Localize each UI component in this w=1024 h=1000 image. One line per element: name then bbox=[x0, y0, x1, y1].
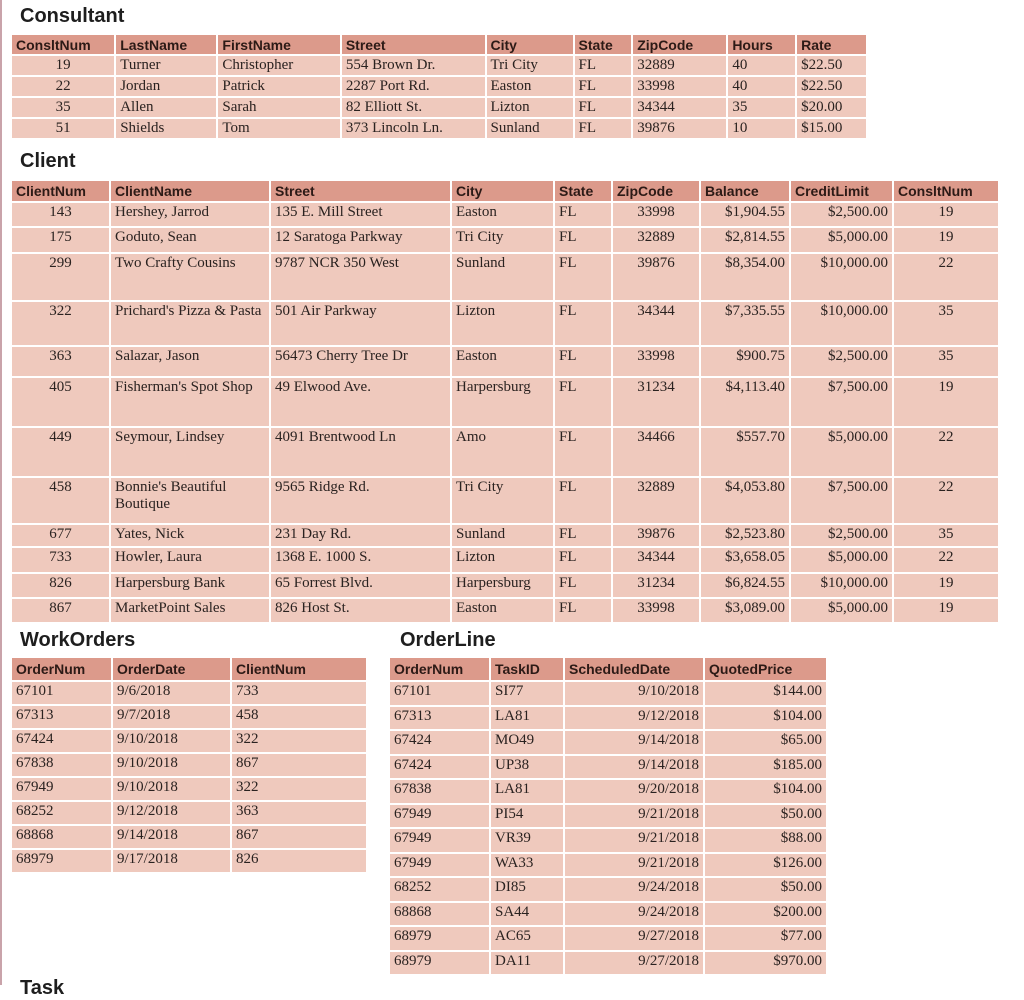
table-row bbox=[11, 377, 999, 427]
table-row bbox=[11, 598, 999, 623]
table-cell: 22 bbox=[893, 547, 999, 573]
workorders-table bbox=[10, 656, 368, 874]
table-row bbox=[11, 729, 367, 753]
table-row bbox=[11, 97, 867, 118]
table-cell: FL bbox=[574, 76, 633, 97]
table-row bbox=[11, 427, 999, 477]
table-cell: 9/21/2018 bbox=[564, 853, 704, 878]
table-cell: Sunland bbox=[451, 524, 554, 547]
table-cell: $10,000.00 bbox=[790, 253, 893, 301]
client-table bbox=[10, 179, 1000, 624]
table-cell: WA33 bbox=[490, 853, 564, 878]
table-row bbox=[11, 801, 367, 825]
table-cell: $88.00 bbox=[704, 828, 827, 853]
table-cell: $1,904.55 bbox=[700, 202, 790, 227]
table-cell: Harpersburg bbox=[451, 377, 554, 427]
column-header: LastName bbox=[115, 34, 217, 55]
table-cell: 231 Day Rd. bbox=[270, 524, 451, 547]
table-cell: UP38 bbox=[490, 755, 564, 780]
table-cell: 39876 bbox=[612, 253, 700, 301]
table-cell: $7,500.00 bbox=[790, 477, 893, 524]
table-cell: 67949 bbox=[389, 804, 490, 829]
table-cell: Prichard's Pizza & Pasta bbox=[110, 301, 270, 346]
table-cell: FL bbox=[554, 227, 612, 253]
table-cell: 9/14/2018 bbox=[564, 730, 704, 755]
table-cell: MO49 bbox=[490, 730, 564, 755]
table-cell: 68868 bbox=[11, 825, 112, 849]
table-cell: Tri City bbox=[486, 55, 574, 76]
table-cell: 373 Lincoln Ln. bbox=[341, 118, 486, 139]
table-cell: $77.00 bbox=[704, 926, 827, 951]
table-cell: $200.00 bbox=[704, 902, 827, 927]
table-cell: 68868 bbox=[389, 902, 490, 927]
table-cell: 554 Brown Dr. bbox=[341, 55, 486, 76]
consultant-table bbox=[10, 33, 868, 140]
table-cell: FL bbox=[554, 253, 612, 301]
table-cell: $5,000.00 bbox=[790, 598, 893, 623]
table-cell: 19 bbox=[893, 573, 999, 598]
table-cell: VR39 bbox=[490, 828, 564, 853]
table-cell: 40 bbox=[727, 76, 796, 97]
table-cell: 9/6/2018 bbox=[112, 681, 231, 705]
table-cell: 458 bbox=[231, 705, 367, 729]
table-cell: 9565 Ridge Rd. bbox=[270, 477, 451, 524]
table-cell: 68979 bbox=[389, 926, 490, 951]
table-cell: 9/24/2018 bbox=[564, 902, 704, 927]
table-cell: FL bbox=[574, 55, 633, 76]
table-cell: $2,500.00 bbox=[790, 346, 893, 377]
table-cell: Fisherman's Spot Shop bbox=[110, 377, 270, 427]
table-cell: Sunland bbox=[451, 253, 554, 301]
table-cell: $4,113.40 bbox=[700, 377, 790, 427]
table-row bbox=[11, 253, 999, 301]
table-cell: 67838 bbox=[11, 753, 112, 777]
orderline-header-row bbox=[389, 657, 827, 681]
table-cell: 34344 bbox=[612, 547, 700, 573]
column-header: ClientName bbox=[110, 180, 270, 202]
table-cell: $20.00 bbox=[796, 97, 867, 118]
table-cell: 67949 bbox=[389, 853, 490, 878]
table-cell: 12 Saratoga Parkway bbox=[270, 227, 451, 253]
table-cell: 9/14/2018 bbox=[564, 755, 704, 780]
table-row bbox=[11, 118, 867, 139]
table-cell: 867 bbox=[231, 825, 367, 849]
table-cell: 9/17/2018 bbox=[112, 849, 231, 873]
table-cell: 9/10/2018 bbox=[112, 753, 231, 777]
table-cell: FL bbox=[554, 573, 612, 598]
table-cell: 67101 bbox=[389, 681, 490, 706]
column-header: QuotedPrice bbox=[704, 657, 827, 681]
table-row bbox=[389, 902, 827, 927]
table-row bbox=[389, 877, 827, 902]
table-cell: 19 bbox=[893, 227, 999, 253]
table-cell: 33998 bbox=[612, 202, 700, 227]
table-cell: $22.50 bbox=[796, 55, 867, 76]
table-cell: 9/21/2018 bbox=[564, 828, 704, 853]
table-cell: 9/24/2018 bbox=[564, 877, 704, 902]
column-header: Hours bbox=[727, 34, 796, 55]
table-cell: $3,089.00 bbox=[700, 598, 790, 623]
table-cell: 677 bbox=[11, 524, 110, 547]
table-cell: LA81 bbox=[490, 779, 564, 804]
column-header: City bbox=[451, 180, 554, 202]
table-row bbox=[11, 849, 367, 873]
table-row bbox=[389, 779, 827, 804]
table-cell: 9/27/2018 bbox=[564, 951, 704, 976]
table-cell: 733 bbox=[231, 681, 367, 705]
table-cell: $104.00 bbox=[704, 706, 827, 731]
table-cell: DA11 bbox=[490, 951, 564, 976]
table-cell: 322 bbox=[11, 301, 110, 346]
column-header: Balance bbox=[700, 180, 790, 202]
table-cell: $4,053.80 bbox=[700, 477, 790, 524]
column-header: ClientNum bbox=[11, 180, 110, 202]
page-left-border bbox=[0, 0, 2, 985]
table-cell: Lizton bbox=[486, 97, 574, 118]
table-cell: 322 bbox=[231, 729, 367, 753]
column-header: FirstName bbox=[217, 34, 340, 55]
table-cell: $557.70 bbox=[700, 427, 790, 477]
table-cell: Tom bbox=[217, 118, 340, 139]
table-cell: FL bbox=[554, 346, 612, 377]
table-cell: 19 bbox=[11, 55, 115, 76]
column-header: State bbox=[554, 180, 612, 202]
table-cell: 867 bbox=[231, 753, 367, 777]
table-cell: Turner bbox=[115, 55, 217, 76]
table-cell: DI85 bbox=[490, 877, 564, 902]
table-cell: 67424 bbox=[389, 730, 490, 755]
table-cell: 67838 bbox=[389, 779, 490, 804]
table-row bbox=[389, 853, 827, 878]
table-row bbox=[11, 55, 867, 76]
table-cell: $7,335.55 bbox=[700, 301, 790, 346]
table-row bbox=[11, 705, 367, 729]
table-row bbox=[11, 573, 999, 598]
table-cell: 135 E. Mill Street bbox=[270, 202, 451, 227]
table-cell: 67101 bbox=[11, 681, 112, 705]
table-cell: FL bbox=[554, 427, 612, 477]
table-cell: 9/10/2018 bbox=[112, 729, 231, 753]
table-cell: $2,500.00 bbox=[790, 202, 893, 227]
table-row bbox=[11, 777, 367, 801]
table-cell: 826 bbox=[11, 573, 110, 598]
table-cell: Easton bbox=[451, 202, 554, 227]
column-header: ScheduledDate bbox=[564, 657, 704, 681]
consultant-title: Consultant bbox=[20, 5, 125, 27]
table-cell: PI54 bbox=[490, 804, 564, 829]
table-cell: $22.50 bbox=[796, 76, 867, 97]
table-row bbox=[389, 926, 827, 951]
table-cell: 33998 bbox=[612, 346, 700, 377]
table-cell: FL bbox=[574, 118, 633, 139]
table-cell: 39876 bbox=[612, 524, 700, 547]
table-cell: Tri City bbox=[451, 227, 554, 253]
table-cell: 501 Air Parkway bbox=[270, 301, 451, 346]
table-cell: Amo bbox=[451, 427, 554, 477]
column-header: OrderDate bbox=[112, 657, 231, 681]
table-cell: 56473 Cherry Tree Dr bbox=[270, 346, 451, 377]
table-cell: 35 bbox=[893, 524, 999, 547]
table-cell: 67949 bbox=[11, 777, 112, 801]
column-header: ConsltNum bbox=[893, 180, 999, 202]
table-cell: SI77 bbox=[490, 681, 564, 706]
table-cell: $900.75 bbox=[700, 346, 790, 377]
table-cell: 9787 NCR 350 West bbox=[270, 253, 451, 301]
column-header: State bbox=[574, 34, 633, 55]
table-cell: FL bbox=[554, 301, 612, 346]
table-row bbox=[11, 227, 999, 253]
table-cell: 22 bbox=[893, 427, 999, 477]
table-cell: 31234 bbox=[612, 377, 700, 427]
table-cell: $50.00 bbox=[704, 877, 827, 902]
table-cell: 68979 bbox=[389, 951, 490, 976]
table-cell: 68252 bbox=[389, 877, 490, 902]
table-cell: 9/20/2018 bbox=[564, 779, 704, 804]
table-cell: $104.00 bbox=[704, 779, 827, 804]
table-cell: 363 bbox=[231, 801, 367, 825]
table-row bbox=[11, 547, 999, 573]
table-cell: 175 bbox=[11, 227, 110, 253]
table-cell: 22 bbox=[893, 253, 999, 301]
table-cell: Jordan bbox=[115, 76, 217, 97]
table-cell: 299 bbox=[11, 253, 110, 301]
table-row bbox=[389, 730, 827, 755]
table-cell: Easton bbox=[451, 598, 554, 623]
table-cell: $5,000.00 bbox=[790, 227, 893, 253]
table-cell: LA81 bbox=[490, 706, 564, 731]
table-cell: $6,824.55 bbox=[700, 573, 790, 598]
table-cell: 39876 bbox=[632, 118, 727, 139]
table-cell: Patrick bbox=[217, 76, 340, 97]
table-cell: Sunland bbox=[486, 118, 574, 139]
table-cell: 32889 bbox=[612, 227, 700, 253]
table-row bbox=[389, 804, 827, 829]
table-cell: 826 bbox=[231, 849, 367, 873]
table-cell: Yates, Nick bbox=[110, 524, 270, 547]
table-cell: 68979 bbox=[11, 849, 112, 873]
table-cell: 67424 bbox=[389, 755, 490, 780]
table-cell: $7,500.00 bbox=[790, 377, 893, 427]
table-cell: 9/7/2018 bbox=[112, 705, 231, 729]
column-header: Street bbox=[341, 34, 486, 55]
table-cell: 67313 bbox=[11, 705, 112, 729]
table-cell: 49 Elwood Ave. bbox=[270, 377, 451, 427]
orderline-title: OrderLine bbox=[400, 629, 496, 651]
table-cell: 33998 bbox=[612, 598, 700, 623]
table-cell: 22 bbox=[11, 76, 115, 97]
table-cell: $2,523.80 bbox=[700, 524, 790, 547]
table-cell: 35 bbox=[893, 301, 999, 346]
table-cell: 733 bbox=[11, 547, 110, 573]
table-cell: Easton bbox=[451, 346, 554, 377]
table-row bbox=[11, 524, 999, 547]
table-cell: 32889 bbox=[612, 477, 700, 524]
column-header: ConsltNum bbox=[11, 34, 115, 55]
table-cell: $65.00 bbox=[704, 730, 827, 755]
column-header: ZipCode bbox=[612, 180, 700, 202]
table-row bbox=[389, 681, 827, 706]
table-cell: $50.00 bbox=[704, 804, 827, 829]
column-header: TaskID bbox=[490, 657, 564, 681]
table-row bbox=[389, 951, 827, 976]
table-cell: AC65 bbox=[490, 926, 564, 951]
table-cell: Two Crafty Cousins bbox=[110, 253, 270, 301]
table-cell: Tri City bbox=[451, 477, 554, 524]
table-cell: 9/21/2018 bbox=[564, 804, 704, 829]
table-cell: 10 bbox=[727, 118, 796, 139]
table-cell: $126.00 bbox=[704, 853, 827, 878]
table-cell: 9/10/2018 bbox=[564, 681, 704, 706]
table-row bbox=[11, 76, 867, 97]
table-cell: 35 bbox=[893, 346, 999, 377]
table-cell: 867 bbox=[11, 598, 110, 623]
table-cell: 4091 Brentwood Ln bbox=[270, 427, 451, 477]
table-cell: 35 bbox=[727, 97, 796, 118]
table-cell: 34344 bbox=[612, 301, 700, 346]
table-cell: $3,658.05 bbox=[700, 547, 790, 573]
table-cell: FL bbox=[554, 547, 612, 573]
table-cell: Harpersburg bbox=[451, 573, 554, 598]
client-header-row bbox=[11, 180, 999, 202]
table-cell: 9/12/2018 bbox=[564, 706, 704, 731]
table-cell: Allen bbox=[115, 97, 217, 118]
column-header: OrderNum bbox=[389, 657, 490, 681]
table-cell: $185.00 bbox=[704, 755, 827, 780]
table-cell: Harpersburg Bank bbox=[110, 573, 270, 598]
table-cell: 68252 bbox=[11, 801, 112, 825]
table-row bbox=[11, 477, 999, 524]
table-cell: 67313 bbox=[389, 706, 490, 731]
table-cell: 65 Forrest Blvd. bbox=[270, 573, 451, 598]
table-cell: 9/10/2018 bbox=[112, 777, 231, 801]
table-cell: 2287 Port Rd. bbox=[341, 76, 486, 97]
table-cell: 449 bbox=[11, 427, 110, 477]
table-cell: Christopher bbox=[217, 55, 340, 76]
table-row bbox=[389, 706, 827, 731]
table-cell: FL bbox=[574, 97, 633, 118]
table-cell: 67949 bbox=[389, 828, 490, 853]
workorders-title: WorkOrders bbox=[20, 629, 136, 651]
table-cell: Salazar, Jason bbox=[110, 346, 270, 377]
column-header: Rate bbox=[796, 34, 867, 55]
table-cell: $10,000.00 bbox=[790, 573, 893, 598]
table-cell: 82 Elliott St. bbox=[341, 97, 486, 118]
table-cell: SA44 bbox=[490, 902, 564, 927]
table-cell: 363 bbox=[11, 346, 110, 377]
table-cell: Howler, Laura bbox=[110, 547, 270, 573]
table-cell: $5,000.00 bbox=[790, 547, 893, 573]
table-cell: $144.00 bbox=[704, 681, 827, 706]
table-row bbox=[11, 753, 367, 777]
column-header: ZipCode bbox=[632, 34, 727, 55]
table-cell: 40 bbox=[727, 55, 796, 76]
table-cell: 1368 E. 1000 S. bbox=[270, 547, 451, 573]
table-cell: MarketPoint Sales bbox=[110, 598, 270, 623]
orderline-table bbox=[388, 656, 828, 976]
table-cell: 322 bbox=[231, 777, 367, 801]
table-cell: 9/14/2018 bbox=[112, 825, 231, 849]
table-cell: FL bbox=[554, 598, 612, 623]
table-cell: 34344 bbox=[632, 97, 727, 118]
table-cell: 9/27/2018 bbox=[564, 926, 704, 951]
table-cell: 143 bbox=[11, 202, 110, 227]
table-cell: 32889 bbox=[632, 55, 727, 76]
table-cell: $8,354.00 bbox=[700, 253, 790, 301]
table-cell: $15.00 bbox=[796, 118, 867, 139]
table-row bbox=[389, 828, 827, 853]
table-cell: 19 bbox=[893, 202, 999, 227]
column-header: ClientNum bbox=[231, 657, 367, 681]
table-cell: 9/12/2018 bbox=[112, 801, 231, 825]
table-row bbox=[11, 825, 367, 849]
table-cell: 67424 bbox=[11, 729, 112, 753]
table-cell: Goduto, Sean bbox=[110, 227, 270, 253]
table-cell: Lizton bbox=[451, 547, 554, 573]
table-cell: $2,814.55 bbox=[700, 227, 790, 253]
column-header: Street bbox=[270, 180, 451, 202]
column-header: City bbox=[486, 34, 574, 55]
table-cell: 31234 bbox=[612, 573, 700, 598]
table-cell: $10,000.00 bbox=[790, 301, 893, 346]
table-cell: 458 bbox=[11, 477, 110, 524]
table-cell: Lizton bbox=[451, 301, 554, 346]
table-cell: $5,000.00 bbox=[790, 427, 893, 477]
table-cell: FL bbox=[554, 477, 612, 524]
table-cell: $970.00 bbox=[704, 951, 827, 976]
table-cell: 51 bbox=[11, 118, 115, 139]
table-cell: $2,500.00 bbox=[790, 524, 893, 547]
table-cell: FL bbox=[554, 524, 612, 547]
table-cell: Sarah bbox=[217, 97, 340, 118]
table-cell: Bonnie's Beautiful Boutique bbox=[110, 477, 270, 524]
column-header: CreditLimit bbox=[790, 180, 893, 202]
table-row bbox=[11, 681, 367, 705]
consultant-header-row bbox=[11, 34, 867, 55]
table-cell: 405 bbox=[11, 377, 110, 427]
table-cell: 19 bbox=[893, 598, 999, 623]
table-cell: FL bbox=[554, 377, 612, 427]
table-cell: FL bbox=[554, 202, 612, 227]
table-cell: 33998 bbox=[632, 76, 727, 97]
table-cell: Seymour, Lindsey bbox=[110, 427, 270, 477]
table-cell: 19 bbox=[893, 377, 999, 427]
table-row bbox=[389, 755, 827, 780]
table-cell: Shields bbox=[115, 118, 217, 139]
table-row bbox=[11, 346, 999, 377]
task-section-title: Task bbox=[20, 977, 65, 999]
table-cell: Hershey, Jarrod bbox=[110, 202, 270, 227]
table-row bbox=[11, 301, 999, 346]
table-cell: 826 Host St. bbox=[270, 598, 451, 623]
workorders-header-row bbox=[11, 657, 367, 681]
table-cell: 34466 bbox=[612, 427, 700, 477]
table-cell: 35 bbox=[11, 97, 115, 118]
client-title: Client bbox=[20, 150, 76, 172]
column-header: OrderNum bbox=[11, 657, 112, 681]
table-cell: Easton bbox=[486, 76, 574, 97]
table-row bbox=[11, 202, 999, 227]
table-cell: 22 bbox=[893, 477, 999, 524]
